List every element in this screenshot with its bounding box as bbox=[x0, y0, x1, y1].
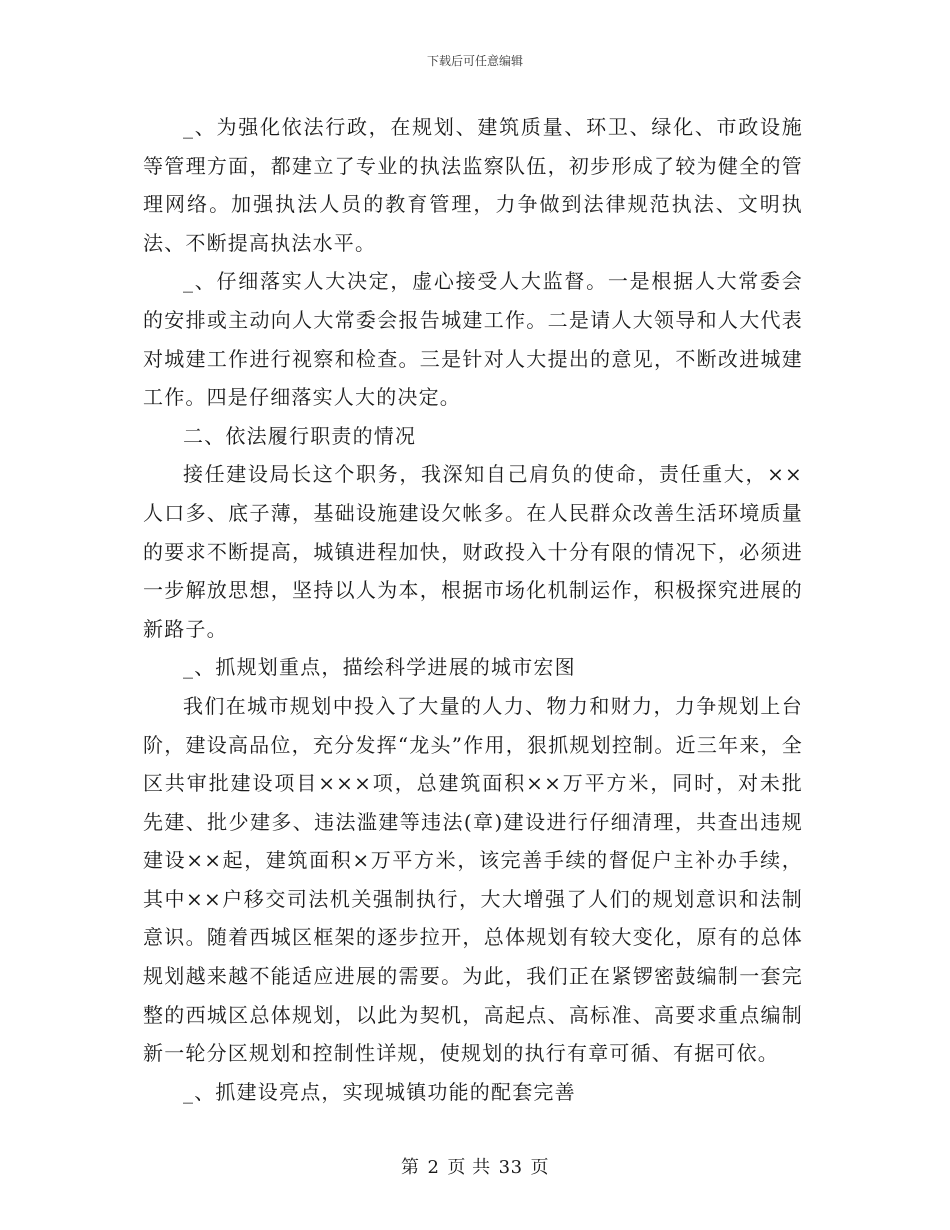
section-heading-duties: 二、依法履行职责的情况 bbox=[183, 423, 417, 448]
paragraph-npc-supervision: _、仔细落实人大决定，虚心接受人大监督。一是根据人大常委会的安排或主动向人大常委会报告城建工作。二是请人大领导和人大代表对城建工作进行视察和检查。三是针对人大提出的意见，不断改进城建工作。四是仔细落实人大的决定。 bbox=[143, 269, 803, 410]
paragraph-law-enforcement: _、为强化依法行政，在规划、建筑质量、环卫、绿化、市政设施等管理方面，都建立了专业的执法监察队伍，初步形成了较为健全的管理网络。加强执法人员的教育管理，力争做到法律规范执法、文明执法、不断提高执法水平。 bbox=[143, 115, 803, 255]
subheading-planning: _、抓规划重点，描绘科学进展的城市宏图 bbox=[183, 655, 576, 680]
subheading-construction: _、抓建设亮点，实现城镇功能的配套完善 bbox=[183, 1079, 576, 1104]
footer-page-number: 2 bbox=[427, 1157, 440, 1178]
page-footer bbox=[0, 1153, 950, 1179]
header-note: 下载后可任意编辑 bbox=[426, 54, 523, 68]
paragraph-planning: 我们在城市规划中投入了大量的人力、物力和财力，力争规划上台阶，建设高品位，充分发挥“龙头”作用，狠抓规划控制。近三年来，全区共审批建设项目×××项，总建筑面积××万平方米，同时，对未批先建、批少建多、违法滥建等违法(章)建设进行仔细清理，共查出违规建设××起，建筑面积×万平方米，该完善手续的督促户主补办手续，其中××户移交司法机关强制执行，大大增强了人们的规划意识和法制意识。随着西城区框架的逐步拉开，总体规划有较大变化，原有的总体规划越来越不能适应进展的需要。为此，我们正在紧锣密鼓编制一套完整的西城区总体规划，以此为契机，高起点、高标准、高要求重点编制新一轮分区规划和控制性详规，使规划的执行有章可循、有据可依。 bbox=[143, 693, 803, 1066]
footer-suffix: 页 bbox=[530, 1157, 550, 1178]
paragraph-role-intro: 接任建设局长这个职务，我深知自己肩负的使命，责任重大，××人口多、底子薄，基础设施建设欠帐多。在人民群众改善生活环境质量的要求不断提高，城镇进程加快，财政投入十分有限的情况下，必须进一步解放思想，坚持以人为本，根据市场化机制运作，积极探究进展的新路子。 bbox=[143, 462, 803, 641]
document-body bbox=[143, 108, 803, 1111]
footer-prefix: 第 bbox=[400, 1157, 420, 1178]
footer-middle: 页 共 bbox=[447, 1157, 491, 1178]
footer-total-pages: 33 bbox=[498, 1157, 523, 1178]
